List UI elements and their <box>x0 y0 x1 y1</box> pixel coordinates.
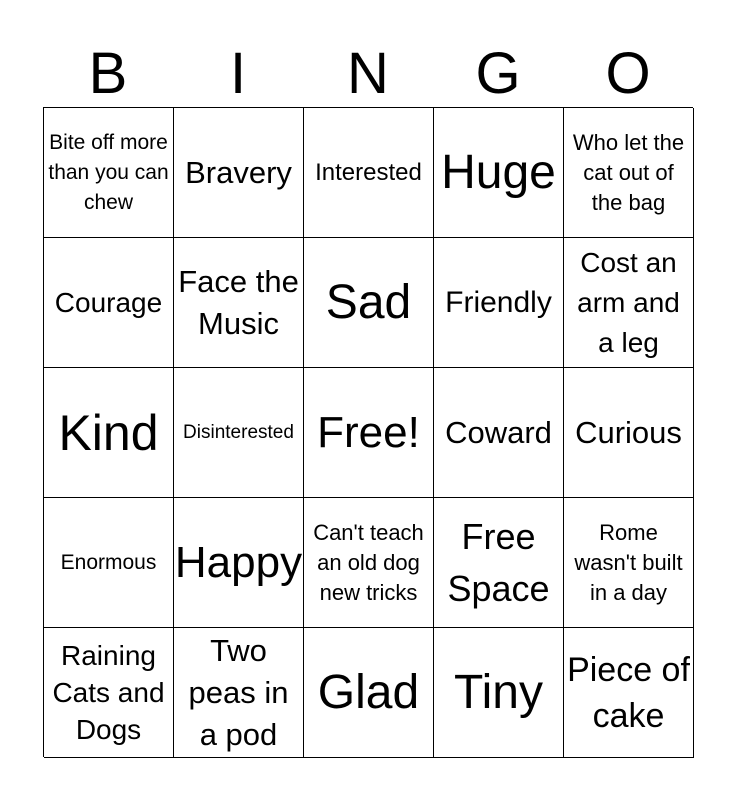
bingo-cell[interactable] <box>304 108 434 238</box>
cell-text: Rome wasn't built in a day <box>574 519 683 605</box>
header-letter-i: I <box>229 41 247 106</box>
bingo-cell[interactable] <box>44 368 174 498</box>
cell-text: Can't teach an old dog new tricks <box>313 519 424 605</box>
cell-text: Kind <box>58 404 159 461</box>
bingo-cell[interactable] <box>304 238 434 368</box>
cell-text: Piece of cake <box>567 650 690 735</box>
bingo-cell[interactable] <box>434 628 564 758</box>
bingo-cell[interactable] <box>174 108 304 238</box>
bingo-cell[interactable] <box>44 498 174 628</box>
cell-text: Interested <box>315 158 422 186</box>
cell-text: Free! <box>317 407 420 457</box>
cell-text: Who let the cat out of the bag <box>572 129 685 215</box>
cell-text: Curious <box>575 415 682 450</box>
bingo-cell[interactable] <box>44 108 174 238</box>
cell-text: Two peas in a pod <box>188 632 289 752</box>
cell-text: Bite off more than you can chew <box>48 130 169 214</box>
header-letter-n: N <box>347 41 389 106</box>
cell-text: Tiny <box>454 665 543 719</box>
bingo-cell[interactable] <box>434 108 564 238</box>
cell-text: Face the Music <box>178 263 299 341</box>
header-letter-o: O <box>605 41 651 106</box>
bingo-cell[interactable] <box>174 498 304 628</box>
bingo-header <box>43 40 693 108</box>
cell-text: Happy <box>174 537 303 587</box>
header-letter-b: B <box>88 41 128 106</box>
bingo-cell[interactable] <box>564 628 694 758</box>
bingo-cell[interactable] <box>564 238 694 368</box>
cell-text: Enormous <box>60 550 157 574</box>
bingo-cell[interactable] <box>174 368 304 498</box>
bingo-card-grid <box>43 107 693 757</box>
cell-text: Coward <box>445 415 552 450</box>
bingo-cell[interactable] <box>44 628 174 758</box>
cell-text: Sad <box>325 275 412 329</box>
cell-text: Disinterested <box>183 421 294 443</box>
cell-text: Glad <box>317 665 420 719</box>
bingo-cell[interactable] <box>44 238 174 368</box>
bingo-cell[interactable] <box>564 108 694 238</box>
bingo-cell[interactable] <box>564 368 694 498</box>
bingo-cell[interactable] <box>434 238 564 368</box>
cell-text: Bravery <box>185 155 292 190</box>
cell-text: Huge <box>441 145 556 199</box>
bingo-cell[interactable] <box>304 368 434 498</box>
header-letter-g: G <box>475 41 521 106</box>
cell-text: Friendly <box>445 285 552 319</box>
bingo-cell[interactable] <box>304 498 434 628</box>
cell-text: Cost an arm and a leg <box>577 246 680 358</box>
bingo-cell[interactable] <box>174 628 304 758</box>
bingo-cell[interactable] <box>434 368 564 498</box>
cell-text: Free Space <box>447 515 550 609</box>
bingo-cell[interactable] <box>304 628 434 758</box>
bingo-cell free-space[interactable] <box>434 498 564 628</box>
bingo-cell[interactable] <box>174 238 304 368</box>
bingo-cell[interactable] <box>564 498 694 628</box>
cell-text: Courage <box>54 286 163 318</box>
cell-text: Raining Cats and Dogs <box>52 640 165 745</box>
